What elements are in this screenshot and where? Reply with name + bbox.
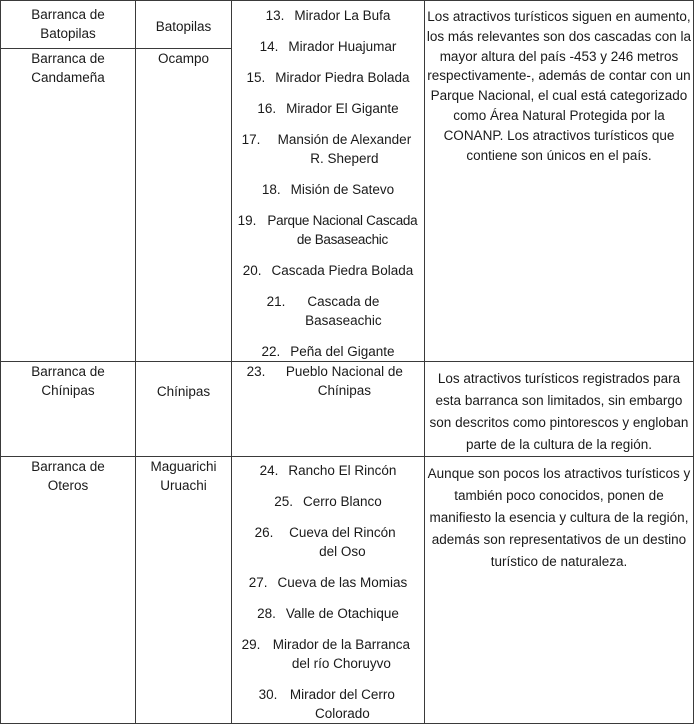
table-row <box>1 457 694 724</box>
attraction-list <box>232 461 424 723</box>
region-cell <box>1 362 136 457</box>
list-item: 19. Parque Nacional Cascada de Basaseachic <box>237 213 418 247</box>
list-item: 30. Mirador del Cerro Colorado <box>258 687 395 721</box>
list-item: 22. Peña del Gigante <box>261 344 395 359</box>
region-name: Barranca de Chínipas <box>31 364 105 398</box>
municipality-name: Chínipas <box>156 384 211 399</box>
list-item: 26. Cueva del Rincón del Oso <box>254 525 396 559</box>
description-text: Los atractivos turísticos siguen en aumento, los más relevantes son dos cascadas con la mayor altura del país -453 y 246 metros respectivamente-, además de contar con un Parque Nacional, el cual está categorizado como Área Natural Protegida por la CONANP. Los atractivos turísticos que contiene son únicos en el país. <box>426 9 692 163</box>
description-text: Aunque son pocos los atractivos turísticos y también poco conocidos, ponen de manifiesto la esencia y cultura de la región, además son representativos de un destino turístico de naturaleza. <box>427 466 691 569</box>
municipality-cell <box>136 1 232 49</box>
list-item: 27. Cueva de las Momias <box>248 575 408 590</box>
region-cell <box>1 1 136 49</box>
municipality-name: Maguarichi Uruachi <box>150 459 217 493</box>
list-item: 18. Misión de Satevo <box>261 182 395 197</box>
list-item: 17. Mansión de Alexander R. Sheperd <box>241 132 412 166</box>
description-cell <box>425 1 694 362</box>
list-item: 14. Mirador Huajumar <box>259 39 397 54</box>
municipality-name: Batopilas <box>155 19 212 34</box>
region-name: Barranca de Oteros <box>31 459 105 493</box>
attraction-list <box>232 6 424 361</box>
region-name: Barranca de Candameña <box>31 50 105 85</box>
region-name: Barranca de Batopilas <box>31 7 105 41</box>
description-cell <box>425 362 694 457</box>
region-cell <box>1 48 136 361</box>
municipality-cell <box>136 48 232 361</box>
list-item: 13. Mirador La Bufa <box>265 8 391 23</box>
attractions-cell <box>232 362 425 457</box>
description-text: Los atractivos turísticos registrados para esta barranca son limitados, sin embargo son descritos como pintorescos y engloban parte de la cultura de la región. <box>429 371 689 452</box>
table-row <box>1 362 694 457</box>
attractions-cell <box>232 457 425 724</box>
list-item: 23. Pueblo Nacional de Chínipas <box>246 364 403 398</box>
list-item: 21. Cascada de Basaseachic <box>266 294 382 328</box>
attraction-list <box>232 362 424 400</box>
table-row <box>1 1 694 49</box>
list-item: 28. Valle de Otachique <box>257 606 399 621</box>
list-item: 24. Rancho El Rincón <box>259 463 397 478</box>
list-item: 15. Mirador Piedra Bolada <box>246 70 410 85</box>
municipality-name: Ocampo <box>157 50 210 66</box>
list-item: 25. Cerro Blanco <box>274 494 382 509</box>
attractions-cell <box>232 1 425 362</box>
municipality-cell <box>136 457 232 724</box>
region-cell <box>1 457 136 724</box>
list-item: 16. Mirador El Gigante <box>257 101 399 116</box>
list-item: 20. Cascada Piedra Bolada <box>242 263 414 278</box>
list-item: 29. Mirador de la Barranca del río Choruyvo <box>241 637 411 671</box>
description-cell <box>425 457 694 724</box>
municipality-cell <box>136 362 232 457</box>
